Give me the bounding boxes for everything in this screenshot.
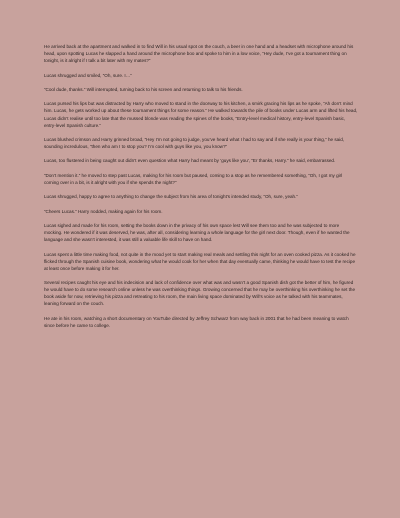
paragraph: Lucas spent a little time making food, not quite in the mood yet to start making real meals and settling this night for an oven cooked pizza. As it cooked he flicked through the Spanish cuisine book, wondering what he would cook for her when that day eventually came, thinking he would have to test the recipe at least once before making it for her. [44,251,356,271]
paragraph: Lucas blushed crimson and Harry grinned broad, “Hey I’m not going to judge, you’ve heard what I had to say and if she really is your thing,” he said, sounding incredulous, “then who am I to stop you? I’m cool with guys like you, you know?” [44,136,345,150]
paragraph: He arrived back at the apartment and walked in to find Will in his usual spot on the couch, a beer in one hand and a headset with microphone around his head, upon spotting Lucas he slapped a hand around the microphone boo and spoke to him in a low voice, “Hey dude, I’ve got a tournament thing on tonight, is it alright if I talk a bit later with my mates?” [44,44,354,64]
paragraph: “Don’t mention it.” he moved to step past Lucas, making for his room but paused, coming to a stop as he remembered something, “Oh, I got my girl coming over in a bit, is it alright with you if she spends the night?” [44,172,343,185]
paragraph: He ate in his room, watching a short documentary on YouTube directed by Jeffrey Schwarz from way back in 2001 that he had been meaning to watch since before he came to college. [44,315,349,328]
paragraph: Lucas sighed and made for his room, setting the books down in the privacy of his own space lest Will see them too and he was subjected to more mocking. He wondered if it was deserved, he was, after all, considering learning a whole language for the girl next door. Though, even if he wanted the language and she wasn’t interested, it was still a valuable life skill to have on hand. [44,223,350,243]
paragraph: Lucas shrugged, happy to agree to anything to change the subject from his area of tonight’s intended study, “Oh, sure, yeah.” [44,194,298,200]
paragraph: Lucas, too flustered in being caught out didn’t even question what Harry had meant by ‘guys like you’, “Er thanks, Harry.” he said, embarrassed. [44,158,336,164]
paragraph: Lucas shrugged and smiled, “Oh, sure. I…” [44,72,132,78]
paragraph: “Cool dude, thanks.” Will interrupted, turning back to his screen and returning to talk to his friends. [44,86,243,92]
paragraph: Several recipes caught his eye and his indecision and lack of confidence over what was and wasn’t a good Spanish dish got the better of him, he figured he would have to do some research online unless he was overthinking things. Growing concerned that he may be overthinking his overthinking he set the book aside for now, retrieving his pizza and retreating to his room, the main living space dominated by Will’s voice as he talked with his teammates, leaning forward on the couch. [44,280,356,307]
paragraph: “Cheers Lucas.” Harry nodded, making again for his room. [44,208,163,214]
story-text [44,43,358,329]
paragraph: Lucas pursed his lips but was distracted by Harry who moved to stand in the doorway to his kitchen, a smirk gracing his lips as he spoke, “Ah don’t mind him. Lucas, he gets worked up about these tournament things for some reason.” He walked towards the pile of books under Lucas arm and lifted his head, Lucas didn’t realise until too late that the mussed blonde was reading the spines of the books, “Entry-level medical history, entry-level Spanish basic, entry-level Spanish culture.” [44,101,358,128]
